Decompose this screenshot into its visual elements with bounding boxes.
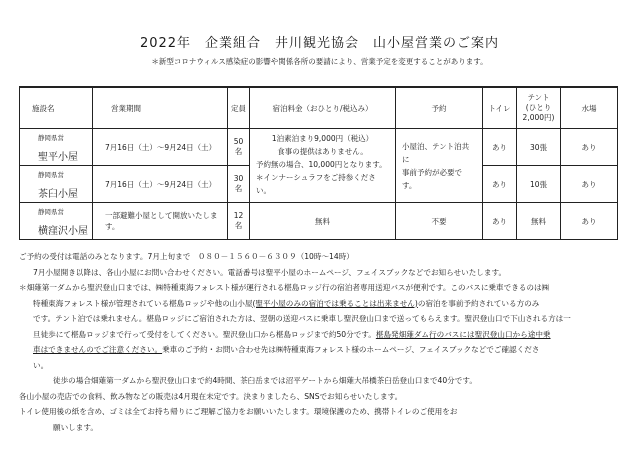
note-line: 各山小屋の売店での食料、飲み物などの販売は4月現在未定です。決まりましたら、SNSでお知らせいたします。 bbox=[19, 391, 403, 401]
hut-period: 7月16日（土）～9月24日（土） bbox=[93, 166, 228, 203]
note-text: 旦徒歩にて椹島ロッジまで行って受付をしてください。聖沢登山口から椹島ロッジまで約50分です。 bbox=[33, 329, 376, 339]
header-capacity: 定員 bbox=[228, 87, 250, 129]
header-tent-line1: テント bbox=[527, 93, 550, 102]
note-line: トイレ使用後の紙を含め、ゴミは全てお持ち帰りにご理解ご協力をお願いいたします。環境保護のため、携帯トイレのご使用をお bbox=[19, 407, 458, 416]
hut-period: 7月16日（土）～9月24日（土） bbox=[93, 129, 228, 166]
header-reservation: 予約 bbox=[396, 87, 483, 129]
note-line: 7月小屋開き以降は、各山小屋にお問い合わせください。電話番号は聖平小屋のホームページ、フェイスブックなどでお知らせいたします。 bbox=[33, 267, 507, 277]
reservation-line: 小屋泊、テント泊共に bbox=[402, 141, 470, 164]
notes-section bbox=[19, 249, 624, 435]
note-text: 特種東海フォレスト様が管理されている椹島ロッジや他の山小屋 bbox=[33, 298, 253, 308]
header-water: 水場 bbox=[561, 87, 618, 129]
hut-tent: 30張 bbox=[517, 129, 561, 166]
hut-capacity: 30名 bbox=[228, 166, 250, 203]
header-period: 営業期間 bbox=[93, 87, 228, 129]
hut-tent: 無料 bbox=[517, 203, 561, 240]
fee-line: 食事の提供はありません。 bbox=[277, 147, 368, 156]
mountain-hut-table bbox=[19, 86, 618, 240]
note-line: 徒歩の場合畑薙第一ダムから聖沢登山口まで約4時間、茶臼岳までは沼平ゲートから畑薙大吊橋茶臼岳登山口まで40分です。 bbox=[53, 376, 477, 385]
hut-reservation: 不要 bbox=[396, 203, 483, 240]
note-line bbox=[19, 296, 624, 312]
page-title: 2022年 企業組合 井川観光協会 山小屋営業のご案内 bbox=[139, 36, 500, 51]
hut-capacity: 50名 bbox=[228, 129, 250, 166]
note-line: です。テント泊では乗れません。椹島ロッジにご宿泊された方は、翌朝の送迎バスに乗車し聖沢登山口まで送ってもらえます。聖沢登山口で下山される方は一 bbox=[33, 314, 571, 323]
hut-category: 静岡県営 bbox=[38, 171, 64, 179]
header-tent bbox=[517, 87, 561, 129]
hut-category: 静岡県営 bbox=[38, 208, 64, 216]
hut-name: 横窪沢小屋 bbox=[38, 226, 88, 237]
hut-name: 茶臼小屋 bbox=[38, 189, 78, 200]
hut-name: 聖平小屋 bbox=[38, 152, 78, 163]
hut-toilet: あり bbox=[483, 203, 517, 240]
hut-name-cell bbox=[20, 166, 93, 203]
header-name: 施設名 bbox=[20, 87, 93, 129]
hut-name-cell bbox=[20, 203, 93, 240]
hut-water: あり bbox=[561, 129, 618, 166]
note-underlined-text: (聖平小屋のみの宿泊では乗ることは出来ません) bbox=[252, 298, 418, 308]
reservation-line: 事前予約が必要です。 bbox=[402, 167, 462, 190]
page-subtitle: ＊新型コロナウィルス感染症の影響や関係各所の要請により、営業予定を変更することがあります。 bbox=[151, 57, 488, 66]
hut-period: 一部避難小屋として開放いたします。 bbox=[93, 203, 228, 240]
note-line bbox=[19, 342, 624, 358]
note-underlined-text: 椹島発畑薙ダム行のバスには聖沢登山口から途中乗 bbox=[375, 329, 551, 339]
header-tent-line2: (ひとり bbox=[525, 103, 552, 112]
header-tent-line3: 2,000円) bbox=[522, 113, 555, 122]
hut-water: あり bbox=[561, 203, 618, 240]
header-toilet: トイレ bbox=[483, 87, 517, 129]
table-row bbox=[20, 203, 618, 240]
note-line: 願いします。 bbox=[53, 422, 98, 432]
hut-name-cell bbox=[20, 129, 93, 166]
note-line: ＊畑薙第一ダムから聖沢登山口までは、㈱特種東海フォレスト様が運行される椹島ロッジ行の宿泊者専用送迎バスが便利です。このバスに乗車できるのは㈱ bbox=[19, 283, 550, 292]
hut-toilet: あり bbox=[483, 129, 517, 166]
shared-reservation-cell bbox=[396, 129, 483, 203]
header-fee: 宿泊料金（おひとり/税込み） bbox=[250, 87, 396, 129]
hut-tent: 10張 bbox=[517, 166, 561, 203]
hut-capacity: 12名 bbox=[228, 203, 250, 240]
hut-fee: 無料 bbox=[250, 203, 396, 240]
note-text: 乗車のご予約・お問い合わせ先は㈱特種東海フォレスト様のホームページ、フェイスブックなどでご確認くださ bbox=[162, 345, 540, 354]
table-row bbox=[20, 129, 618, 166]
hut-water: あり bbox=[561, 166, 618, 203]
hut-category: 静岡県営 bbox=[38, 134, 64, 142]
fee-line: 予約無の場合、10,000円となります。 bbox=[256, 160, 387, 169]
note-line: ご予約の受付は電話のみとなります。7月上旬まで ０８０－１５６０－６３０９（10時～14時） bbox=[19, 252, 354, 261]
note-line: い。 bbox=[33, 360, 49, 370]
hut-toilet: あり bbox=[483, 166, 517, 203]
fee-line: ＊インナーシュラフをご持参ください。 bbox=[256, 173, 376, 195]
note-text: の宿泊を事前予約されている方のみ bbox=[417, 298, 540, 308]
shared-fee-cell bbox=[250, 129, 396, 203]
note-underlined-text: 車はできませんのでご注意ください。 bbox=[33, 345, 163, 354]
note-line bbox=[19, 327, 624, 343]
table-header-row bbox=[20, 87, 618, 129]
fee-line: 1泊素泊まり9,000円（税込） bbox=[271, 134, 374, 143]
